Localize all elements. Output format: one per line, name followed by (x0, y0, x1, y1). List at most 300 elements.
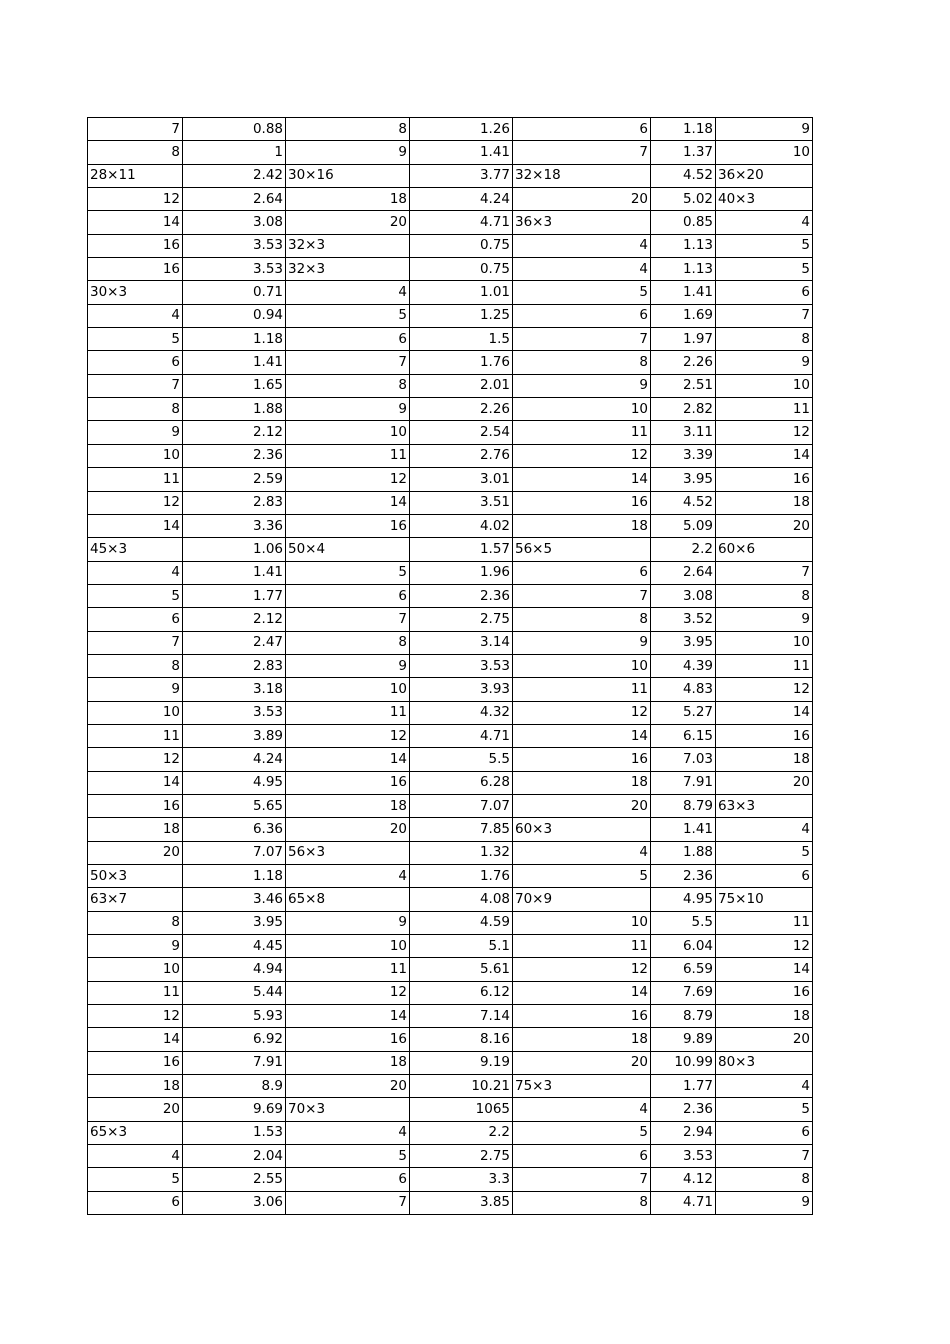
table-cell: 20 (286, 818, 410, 841)
table-cell: 7.91 (183, 1051, 286, 1074)
table-cell: 3.46 (183, 888, 286, 911)
table-cell: 10 (513, 398, 651, 421)
table-cell: 4 (716, 818, 813, 841)
table-cell: 2.36 (651, 1098, 716, 1121)
table-cell: 4.32 (410, 701, 513, 724)
table-cell: 4.52 (651, 491, 716, 514)
table-row (88, 118, 813, 141)
table-cell: 4 (716, 1075, 813, 1098)
table-cell: 8 (513, 608, 651, 631)
table-cell: 1.41 (651, 281, 716, 304)
table-cell: 11 (716, 911, 813, 934)
table-cell: 3.77 (410, 164, 513, 187)
table-cell: 1.18 (183, 865, 286, 888)
table-cell: 8 (88, 141, 183, 164)
table-row (88, 1028, 813, 1051)
table-cell: 1.57 (410, 538, 513, 561)
table-row (88, 561, 813, 584)
table-cell: 75×3 (513, 1075, 651, 1098)
table-cell: 56×3 (286, 841, 410, 864)
table-cell: 75×10 (716, 888, 813, 911)
table-cell: 5.65 (183, 794, 286, 817)
table-cell: 20 (513, 794, 651, 817)
table-cell: 4.24 (410, 188, 513, 211)
table-cell: 7.85 (410, 818, 513, 841)
table-row (88, 958, 813, 981)
table-cell: 7.03 (651, 748, 716, 771)
table-cell: 2.2 (410, 1121, 513, 1144)
table-row (88, 1191, 813, 1214)
table-cell: 9 (716, 1191, 813, 1214)
table-cell: 16 (716, 724, 813, 747)
table-cell: 16 (88, 794, 183, 817)
table-cell: 16 (513, 491, 651, 514)
table-body (88, 118, 813, 1215)
table-cell: 18 (716, 491, 813, 514)
table-cell: 7 (286, 608, 410, 631)
table-cell: 2.36 (183, 444, 286, 467)
table-cell: 16 (716, 468, 813, 491)
table-cell: 1.41 (651, 818, 716, 841)
table-cell: 12 (88, 491, 183, 514)
table-row (88, 351, 813, 374)
table-cell: 7 (88, 631, 183, 654)
table-cell: 20 (88, 841, 183, 864)
table-cell: 2.75 (410, 1145, 513, 1168)
table-cell: 2.26 (410, 398, 513, 421)
table-cell: 80×3 (716, 1051, 813, 1074)
table-cell: 9 (88, 678, 183, 701)
table-cell: 3.3 (410, 1168, 513, 1191)
table-cell: 11 (88, 468, 183, 491)
table-cell: 2.82 (651, 398, 716, 421)
table-cell: 0.85 (651, 211, 716, 234)
table-cell: 2.51 (651, 374, 716, 397)
table-cell: 6 (716, 281, 813, 304)
table-cell: 5 (286, 561, 410, 584)
table-cell: 20 (716, 514, 813, 537)
table-cell: 36×20 (716, 164, 813, 187)
table-cell: 7 (716, 561, 813, 584)
table-cell: 14 (88, 514, 183, 537)
table-cell: 20 (513, 1051, 651, 1074)
table-cell: 6 (286, 584, 410, 607)
table-cell: 3.51 (410, 491, 513, 514)
table-cell: 5.27 (651, 701, 716, 724)
table-cell: 1.13 (651, 234, 716, 257)
table-cell: 1.53 (183, 1121, 286, 1144)
table-cell: 10 (513, 654, 651, 677)
table-cell: 1.65 (183, 374, 286, 397)
table-cell: 2.64 (651, 561, 716, 584)
table-cell: 5 (513, 281, 651, 304)
table-cell: 4 (286, 865, 410, 888)
table-row (88, 771, 813, 794)
table-cell: 10 (88, 444, 183, 467)
table-cell: 6 (286, 328, 410, 351)
table-cell: 12 (716, 678, 813, 701)
table-cell: 4 (513, 1098, 651, 1121)
table-cell: 8 (88, 398, 183, 421)
table-cell: 2.76 (410, 444, 513, 467)
table-cell: 12 (513, 444, 651, 467)
table-row (88, 234, 813, 257)
table-row (88, 514, 813, 537)
table-cell: 2.54 (410, 421, 513, 444)
spreadsheet-table (87, 117, 813, 1215)
table-cell: 6 (716, 865, 813, 888)
table-cell: 6.12 (410, 981, 513, 1004)
table-cell: 14 (716, 444, 813, 467)
table-cell: 30×3 (88, 281, 183, 304)
table-cell: 4 (286, 281, 410, 304)
table-cell: 3.14 (410, 631, 513, 654)
table-cell: 4.94 (183, 958, 286, 981)
table-cell: 9 (286, 141, 410, 164)
table-cell: 1.88 (651, 841, 716, 864)
table-cell: 10 (513, 911, 651, 934)
table-cell: 3.52 (651, 608, 716, 631)
table-cell: 20 (513, 188, 651, 211)
table-cell: 7.07 (410, 794, 513, 817)
table-cell: 3.01 (410, 468, 513, 491)
table-cell: 9.89 (651, 1028, 716, 1051)
table-cell: 11 (716, 398, 813, 421)
table-cell: 3.53 (651, 1145, 716, 1168)
table-cell: 10 (716, 631, 813, 654)
table-cell: 9 (286, 654, 410, 677)
table-cell: 4 (88, 561, 183, 584)
table-row (88, 584, 813, 607)
table-cell: 1.76 (410, 865, 513, 888)
table-cell: 14 (513, 724, 651, 747)
table-cell: 3.95 (651, 468, 716, 491)
table-row (88, 1075, 813, 1098)
table-row (88, 444, 813, 467)
table-cell: 20 (88, 1098, 183, 1121)
table-cell: 1.96 (410, 561, 513, 584)
table-cell: 8 (286, 374, 410, 397)
table-cell: 50×3 (88, 865, 183, 888)
table-cell: 8.16 (410, 1028, 513, 1051)
table-cell: 18 (513, 771, 651, 794)
table-cell: 5.61 (410, 958, 513, 981)
table-cell: 5 (88, 584, 183, 607)
table-cell: 2.83 (183, 491, 286, 514)
table-cell: 1.13 (651, 258, 716, 281)
table-cell: 5 (286, 304, 410, 327)
table-cell: 18 (513, 1028, 651, 1051)
table-cell: 2.36 (651, 865, 716, 888)
table-cell: 7 (88, 118, 183, 141)
table-cell: 4.24 (183, 748, 286, 771)
table-row (88, 211, 813, 234)
table-cell: 6.15 (651, 724, 716, 747)
table-cell: 12 (88, 748, 183, 771)
table-cell: 6.59 (651, 958, 716, 981)
table-row (88, 398, 813, 421)
table-row (88, 701, 813, 724)
table-cell: 4 (88, 304, 183, 327)
table-cell: 2.04 (183, 1145, 286, 1168)
table-cell: 2.83 (183, 654, 286, 677)
table-cell: 6 (88, 608, 183, 631)
table-cell: 4.59 (410, 911, 513, 934)
table-cell: 28×11 (88, 164, 183, 187)
table-cell: 18 (286, 188, 410, 211)
table-row (88, 328, 813, 351)
table-cell: 2.26 (651, 351, 716, 374)
table-row (88, 468, 813, 491)
table-cell: 3.39 (651, 444, 716, 467)
table-cell: 7 (513, 1168, 651, 1191)
table-cell: 7.91 (651, 771, 716, 794)
table-cell: 65×8 (286, 888, 410, 911)
table-cell: 9.69 (183, 1098, 286, 1121)
table-cell: 5.09 (651, 514, 716, 537)
table-cell: 2.01 (410, 374, 513, 397)
table-cell: 8 (88, 911, 183, 934)
table-cell: 5.5 (410, 748, 513, 771)
table-cell: 0.94 (183, 304, 286, 327)
table-cell: 14 (513, 981, 651, 1004)
table-cell: 4 (513, 234, 651, 257)
table-cell: 3.36 (183, 514, 286, 537)
table-cell: 7 (513, 328, 651, 351)
table-cell: 1 (183, 141, 286, 164)
table-cell: 1065 (410, 1098, 513, 1121)
table-cell: 9 (716, 608, 813, 631)
table-row (88, 981, 813, 1004)
table-cell: 18 (716, 748, 813, 771)
table-cell: 6 (286, 1168, 410, 1191)
table-cell: 5 (716, 234, 813, 257)
table-row (88, 724, 813, 747)
table-cell: 45×3 (88, 538, 183, 561)
table-cell: 4.71 (410, 724, 513, 747)
table-row (88, 935, 813, 958)
table-cell: 3.85 (410, 1191, 513, 1214)
table-cell: 1.01 (410, 281, 513, 304)
table-cell: 5 (286, 1145, 410, 1168)
table-cell: 7 (716, 304, 813, 327)
table-cell: 4.52 (651, 164, 716, 187)
table-cell: 9 (286, 911, 410, 934)
table-cell: 4.45 (183, 935, 286, 958)
table-cell: 6 (513, 561, 651, 584)
table-cell: 5 (716, 841, 813, 864)
table-cell: 6 (513, 118, 651, 141)
table-cell: 60×3 (513, 818, 651, 841)
table-cell: 1.18 (183, 328, 286, 351)
table-cell: 16 (286, 771, 410, 794)
table-row (88, 281, 813, 304)
table-cell: 18 (88, 1075, 183, 1098)
table-cell: 4.71 (651, 1191, 716, 1214)
table-cell: 16 (513, 1005, 651, 1028)
table-row (88, 1168, 813, 1191)
table-cell: 14 (88, 771, 183, 794)
table-cell: 1.32 (410, 841, 513, 864)
table-cell: 9 (286, 398, 410, 421)
table-cell: 11 (513, 935, 651, 958)
table-cell: 6.04 (651, 935, 716, 958)
table-cell: 10 (88, 701, 183, 724)
table-cell: 1.41 (183, 351, 286, 374)
table-cell: 4.08 (410, 888, 513, 911)
table-cell: 5.44 (183, 981, 286, 1004)
table-cell: 14 (716, 958, 813, 981)
table-cell: 9.19 (410, 1051, 513, 1074)
table-cell: 11 (286, 958, 410, 981)
table-cell: 60×6 (716, 538, 813, 561)
table-cell: 14 (88, 1028, 183, 1051)
table-cell: 8.79 (651, 1005, 716, 1028)
table-row (88, 865, 813, 888)
table-cell: 9 (513, 374, 651, 397)
table-cell: 1.88 (183, 398, 286, 421)
table-cell: 8 (716, 328, 813, 351)
table-cell: 5.02 (651, 188, 716, 211)
table-cell: 6 (513, 304, 651, 327)
table-cell: 1.5 (410, 328, 513, 351)
table-cell: 9 (716, 118, 813, 141)
table-cell: 12 (513, 701, 651, 724)
table-cell: 1.26 (410, 118, 513, 141)
table-cell: 50×4 (286, 538, 410, 561)
table-cell: 12 (286, 724, 410, 747)
table-row (88, 608, 813, 631)
table-cell: 11 (88, 981, 183, 1004)
table-cell: 16 (88, 1051, 183, 1074)
table-cell: 12 (286, 981, 410, 1004)
table-cell: 2.42 (183, 164, 286, 187)
table-cell: 6.36 (183, 818, 286, 841)
table-cell: 11 (88, 724, 183, 747)
table-cell: 8 (513, 1191, 651, 1214)
table-row (88, 258, 813, 281)
table-cell: 16 (88, 234, 183, 257)
table-cell: 12 (513, 958, 651, 981)
table-cell: 2.12 (183, 608, 286, 631)
table-cell: 5 (513, 865, 651, 888)
table-cell: 12 (88, 1005, 183, 1028)
table-cell: 8 (716, 584, 813, 607)
table-cell: 6 (513, 1145, 651, 1168)
table-row (88, 748, 813, 771)
table-cell: 0.75 (410, 258, 513, 281)
table-cell: 11 (286, 444, 410, 467)
table-cell: 3.89 (183, 724, 286, 747)
table-cell: 4.95 (183, 771, 286, 794)
table-cell: 70×9 (513, 888, 651, 911)
table-cell: 8 (716, 1168, 813, 1191)
table-cell: 32×3 (286, 258, 410, 281)
table-cell: 5 (716, 1098, 813, 1121)
table-cell: 14 (88, 211, 183, 234)
table-cell: 16 (513, 748, 651, 771)
table-cell: 1.77 (651, 1075, 716, 1098)
table-cell: 36×3 (513, 211, 651, 234)
table-cell: 18 (286, 1051, 410, 1074)
table-cell: 3.08 (183, 211, 286, 234)
table-cell: 7 (88, 374, 183, 397)
table-cell: 56×5 (513, 538, 651, 561)
table-cell: 1.41 (183, 561, 286, 584)
table-cell: 63×3 (716, 794, 813, 817)
table-cell: 20 (716, 771, 813, 794)
table-cell: 5.93 (183, 1005, 286, 1028)
table-cell: 1.76 (410, 351, 513, 374)
table-cell: 20 (716, 1028, 813, 1051)
table-cell: 10 (286, 678, 410, 701)
table-cell: 5 (88, 328, 183, 351)
table-cell: 7.07 (183, 841, 286, 864)
table-cell: 2.36 (410, 584, 513, 607)
table-cell: 65×3 (88, 1121, 183, 1144)
table-cell: 9 (716, 351, 813, 374)
table-row (88, 841, 813, 864)
table-cell: 18 (513, 514, 651, 537)
table-cell: 9 (513, 631, 651, 654)
table-cell: 40×3 (716, 188, 813, 211)
table-cell: 7 (513, 141, 651, 164)
table-cell: 4 (716, 211, 813, 234)
table-cell: 18 (88, 818, 183, 841)
table-cell: 6 (716, 1121, 813, 1144)
table-row (88, 631, 813, 654)
table-cell: 16 (88, 258, 183, 281)
table-row (88, 164, 813, 187)
table-cell: 6 (88, 1191, 183, 1214)
table-cell: 12 (716, 935, 813, 958)
table-cell: 0.71 (183, 281, 286, 304)
table-row (88, 374, 813, 397)
table-cell: 0.88 (183, 118, 286, 141)
table-row (88, 678, 813, 701)
table-cell: 8 (513, 351, 651, 374)
table-cell: 20 (286, 1075, 410, 1098)
table-row (88, 1051, 813, 1074)
table-cell: 3.11 (651, 421, 716, 444)
table-cell: 14 (716, 701, 813, 724)
table-cell: 8 (286, 631, 410, 654)
table-cell: 6.92 (183, 1028, 286, 1051)
table-cell: 1.18 (651, 118, 716, 141)
table-cell: 4.83 (651, 678, 716, 701)
table-cell: 4.02 (410, 514, 513, 537)
table-cell: 16 (716, 981, 813, 1004)
table-cell: 12 (716, 421, 813, 444)
table-cell: 20 (286, 211, 410, 234)
table-cell: 7 (286, 351, 410, 374)
table-cell: 16 (286, 1028, 410, 1051)
table-cell: 3.06 (183, 1191, 286, 1214)
table-cell: 12 (286, 468, 410, 491)
table-cell: 70×3 (286, 1098, 410, 1121)
table-cell: 3.53 (183, 701, 286, 724)
table-cell: 11 (513, 678, 651, 701)
table-cell: 10 (286, 421, 410, 444)
table-cell: 5 (716, 258, 813, 281)
table-cell: 14 (286, 1005, 410, 1028)
table-cell: 32×3 (286, 234, 410, 257)
table-cell: 9 (88, 935, 183, 958)
table-cell: 4.95 (651, 888, 716, 911)
table-cell: 7 (286, 1191, 410, 1214)
table-cell: 2.55 (183, 1168, 286, 1191)
table-cell: 9 (88, 421, 183, 444)
